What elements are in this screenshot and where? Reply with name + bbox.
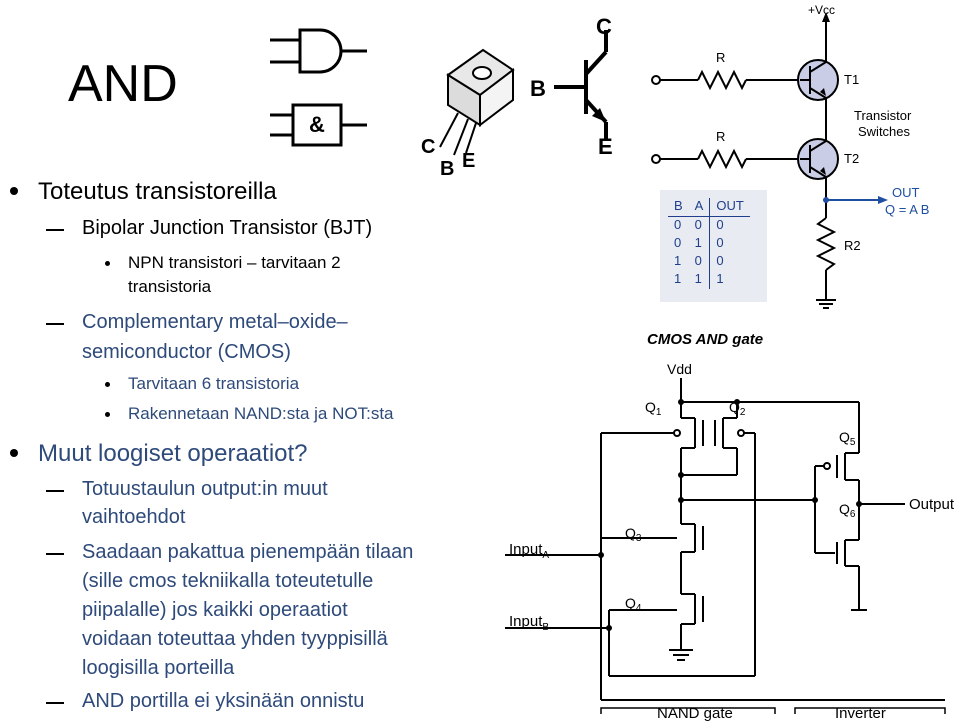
resistor-r2-label: R — [716, 129, 726, 144]
bullet-level3-cont: transistoria — [128, 277, 212, 296]
npn-symbol-icon — [528, 12, 628, 162]
base-label: B — [530, 76, 546, 101]
resistor-r1-label: R — [716, 50, 726, 65]
bullet-dash — [46, 229, 64, 231]
bullet-level2-cont: vaihtoehdot — [82, 506, 186, 528]
vdd-label: Vdd — [667, 361, 692, 377]
load-resistor-label: R2 — [844, 238, 861, 253]
table-row: 1 1 1 — [668, 271, 750, 289]
table-row: 0 1 0 — [668, 235, 750, 253]
bullet-dash — [46, 490, 64, 492]
pin-e-label: E — [462, 150, 476, 172]
q5-label: $Q_5$ — [839, 429, 856, 448]
transistor-note-line1: Transistor — [854, 108, 912, 123]
bullet-level2-cont: semiconductor (CMOS) — [82, 341, 291, 363]
bullet-dot — [10, 187, 18, 195]
out-equation: Q = A B — [885, 202, 930, 217]
q4-label: $Q_4$ — [625, 595, 642, 614]
bullet-level3: Tarvitaan 6 transistoria — [128, 374, 299, 394]
transistor-package-icon — [418, 45, 538, 180]
q3-label: $Q_3$ — [625, 525, 642, 544]
bullet-level3: Rakennetaan NAND:sta ja NOT:sta — [128, 404, 394, 424]
q6-label: $Q_6$ — [839, 501, 856, 520]
output-label: Output — [909, 496, 955, 513]
q1-label: $Q_1$ — [645, 399, 662, 418]
header-a: A — [689, 198, 710, 217]
bullet-level2: Complementary metal–oxide– — [82, 311, 348, 334]
out-label: OUT — [892, 185, 920, 200]
bullet-dash — [46, 323, 64, 325]
input-a-label: Input$_A$ — [509, 541, 550, 561]
truth-table-header — [668, 198, 750, 217]
collector-label: C — [596, 14, 612, 39]
t1-label: T1 — [844, 72, 860, 87]
transistor-note-line2: Switches — [858, 124, 911, 139]
bullet-level2: Totuustaulun output:in muut — [82, 478, 328, 501]
cmos-and-gate — [505, 320, 960, 722]
cmos-title: CMOS AND gate — [647, 331, 764, 348]
bullet-dot — [105, 261, 110, 266]
inverter-label: Inverter — [835, 705, 886, 722]
bullet-dot — [105, 382, 110, 387]
header-b: B — [668, 198, 689, 217]
input-b-label: Input$_B$ — [509, 613, 550, 633]
truth-table — [660, 190, 767, 302]
bullet-level2-cont: loogisilla porteilla — [82, 657, 235, 679]
header-out: OUT — [710, 198, 750, 217]
and-gate-symbols — [265, 25, 375, 155]
bullet-level2: Saadaan pakattua pienempään tilaan — [82, 541, 413, 564]
vcc-label: +Vcc — [808, 3, 836, 17]
pin-b-label: B — [440, 158, 455, 180]
table-row: 0 0 0 — [668, 217, 750, 236]
bullet-level1: Muut loogiset operaatiot? — [38, 440, 308, 468]
emitter-label: E — [598, 134, 613, 159]
table-row: 1 0 0 — [668, 253, 750, 271]
bullet-level2: Bipolar Junction Transistor (BJT) — [82, 217, 372, 240]
bullet-level2-cont: (sille cmos tekniikalla toteutetulle — [82, 570, 374, 592]
bullet-dash — [46, 702, 64, 704]
q2-label: $Q_2$ — [729, 399, 746, 418]
pin-c-label: C — [421, 136, 436, 158]
nand-gate-label: NAND gate — [657, 705, 733, 722]
bullet-dot — [105, 412, 110, 417]
bullet-level2: AND portilla ei yksinään onnistu — [82, 690, 364, 713]
iec-and-symbol: & — [309, 112, 325, 137]
bullet-level3: NPN transistori – tarvitaan 2 — [128, 253, 341, 273]
bullet-level2-cont: piipalalle) jos kaikki operaatiot — [82, 599, 348, 621]
bullet-dot — [10, 449, 18, 457]
t2-label: T2 — [844, 151, 860, 166]
slide-title: AND — [68, 55, 178, 113]
ansi-and-gate-icon — [270, 30, 367, 72]
bullet-level2-cont: voidaan toteuttaa yhden tyyppisillä — [82, 628, 388, 650]
bullet-level1: Toteutus transistoreilla — [38, 178, 277, 206]
bullet-dash — [46, 553, 64, 555]
